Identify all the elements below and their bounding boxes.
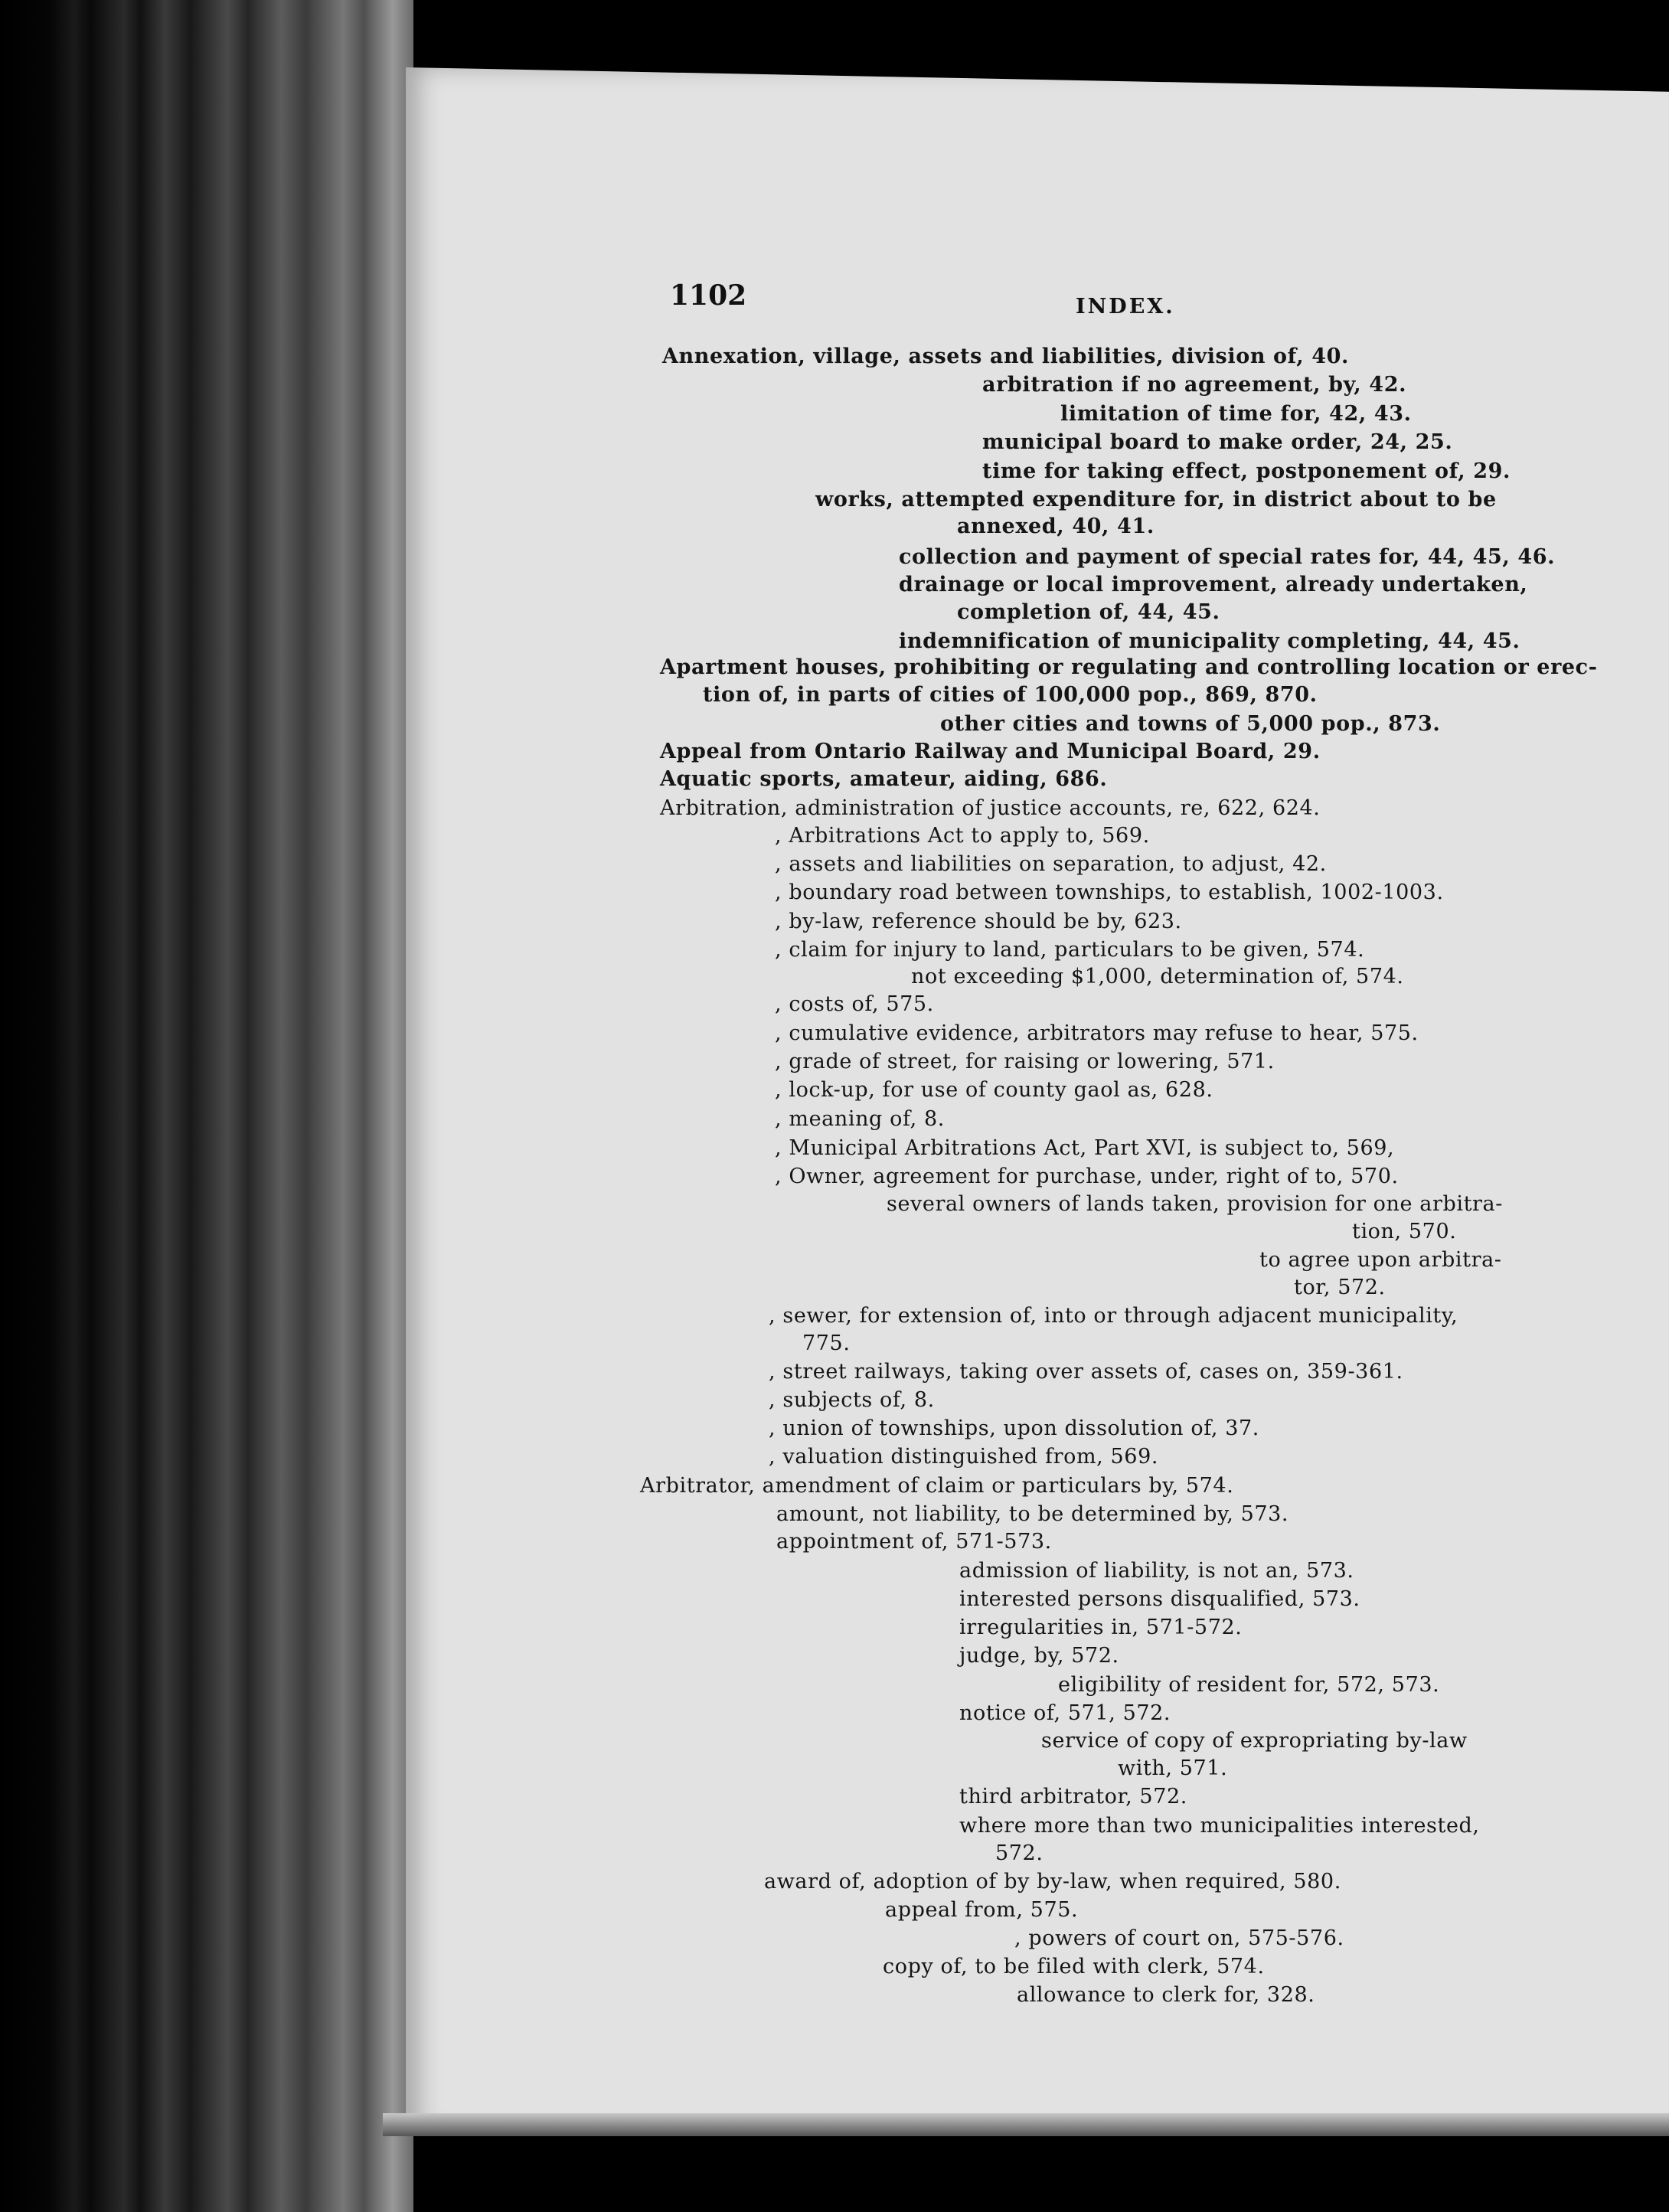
- index-line: tion, 570.: [1352, 1220, 1457, 1243]
- index-line: judge, by, 572.: [959, 1644, 1119, 1668]
- index-line: award of, adoption of by by-law, when required, 580.: [764, 1870, 1341, 1893]
- index-line: time for taking effect, postponement of, 29.: [982, 459, 1511, 483]
- index-line: third arbitrator, 572.: [959, 1785, 1187, 1808]
- index-line: , boundary road between townships, to establish, 1002-1003.: [775, 881, 1444, 904]
- index-line: drainage or local improvement, already undertaken,: [899, 573, 1528, 596]
- index-line: tor, 572.: [1294, 1276, 1386, 1299]
- index-line: annexed, 40, 41.: [957, 515, 1155, 538]
- index-line: municipal board to make order, 24, 25.: [982, 430, 1453, 454]
- index-line: , by-law, reference should be by, 623.: [775, 910, 1182, 933]
- index-line: not exceeding $1,000, determination of, 574.: [911, 965, 1404, 988]
- index-line: Arbitration, administration of justice accounts, re, 622, 624.: [660, 796, 1321, 820]
- index-line: , Owner, agreement for purchase, under, right of to, 570.: [775, 1165, 1399, 1188]
- index-line: interested persons disqualified, 573.: [959, 1587, 1360, 1611]
- index-line: , union of townships, upon dissolution of, 37.: [769, 1416, 1259, 1440]
- index-line: , Arbitrations Act to apply to, 569.: [775, 824, 1150, 848]
- running-header: INDEX.: [1076, 295, 1175, 319]
- index-line: , costs of, 575.: [775, 992, 934, 1016]
- index-line: , lock-up, for use of county gaol as, 628.: [775, 1078, 1213, 1102]
- page-bottom-edge: [383, 2113, 1669, 2136]
- index-line: arbitration if no agreement, by, 42.: [982, 373, 1407, 397]
- index-line: , assets and liabilities on separation, to adjust, 42.: [775, 852, 1327, 876]
- index-line: allowance to clerk for, 328.: [1017, 1983, 1315, 2007]
- index-line: , street railways, taking over assets of, cases on, 359-361.: [769, 1360, 1403, 1384]
- index-line: , cumulative evidence, arbitrators may refuse to hear, 575.: [775, 1021, 1419, 1045]
- index-line: , grade of street, for raising or lowering, 571.: [775, 1050, 1275, 1073]
- index-line: other cities and towns of 5,000 pop., 873.: [940, 712, 1441, 736]
- index-line: , meaning of, 8.: [775, 1107, 945, 1131]
- index-line: irregularities in, 571-572.: [959, 1616, 1243, 1639]
- index-line: amount, not liability, to be determined by, 573.: [776, 1502, 1289, 1526]
- index-line: 775.: [802, 1331, 851, 1355]
- book-spine-shadow: [0, 0, 413, 2212]
- index-line: with, 571.: [1118, 1756, 1228, 1780]
- index-line: limitation of time for, 42, 43.: [1060, 402, 1412, 426]
- index-line: tion of, in parts of cities of 100,000 pop., 869, 870.: [703, 683, 1318, 707]
- index-line: works, attempted expenditure for, in district about to be: [815, 488, 1497, 511]
- index-line: , sewer, for extension of, into or through adjacent municipality,: [769, 1304, 1458, 1328]
- index-line: eligibility of resident for, 572, 573.: [1058, 1673, 1440, 1697]
- index-line: copy of, to be filed with clerk, 574.: [883, 1955, 1265, 1978]
- index-line: Appeal from Ontario Railway and Municipal Board, 29.: [660, 740, 1321, 763]
- index-line: indemnification of municipality completing, 44, 45.: [899, 629, 1520, 653]
- index-line: several owners of lands taken, provision for one arbitra-: [887, 1192, 1503, 1216]
- index-line: appeal from, 575.: [885, 1898, 1079, 1922]
- index-line: completion of, 44, 45.: [957, 600, 1220, 624]
- index-line: Annexation, village, assets and liabilities, division of, 40.: [662, 345, 1350, 368]
- index-line: notice of, 571, 572.: [959, 1701, 1171, 1725]
- index-line: where more than two municipalities interested,: [959, 1814, 1480, 1838]
- index-line: admission of liability, is not an, 573.: [959, 1559, 1354, 1583]
- index-line: appointment of, 571-573.: [776, 1530, 1052, 1554]
- index-line: , subjects of, 8.: [769, 1388, 935, 1412]
- index-line: Arbitrator, amendment of claim or particulars by, 574.: [640, 1474, 1234, 1498]
- index-line: , valuation distinguished from, 569.: [769, 1445, 1159, 1469]
- index-line: service of copy of expropriating by-law: [1041, 1729, 1468, 1753]
- index-line: , powers of court on, 575-576.: [1014, 1926, 1344, 1950]
- page-number: 1102: [670, 279, 747, 312]
- index-line: to agree upon arbitra-: [1259, 1248, 1502, 1272]
- index-line: , claim for injury to land, particulars to be given, 574.: [775, 938, 1365, 962]
- index-line: 572.: [995, 1841, 1044, 1865]
- index-line: , Municipal Arbitrations Act, Part XVI, is subject to, 569,: [775, 1136, 1395, 1160]
- index-line: Apartment houses, prohibiting or regulating and controlling location or erec-: [660, 655, 1598, 679]
- index-line: Aquatic sports, amateur, aiding, 686.: [660, 767, 1108, 791]
- index-line: collection and payment of special rates for, 44, 45, 46.: [899, 545, 1556, 569]
